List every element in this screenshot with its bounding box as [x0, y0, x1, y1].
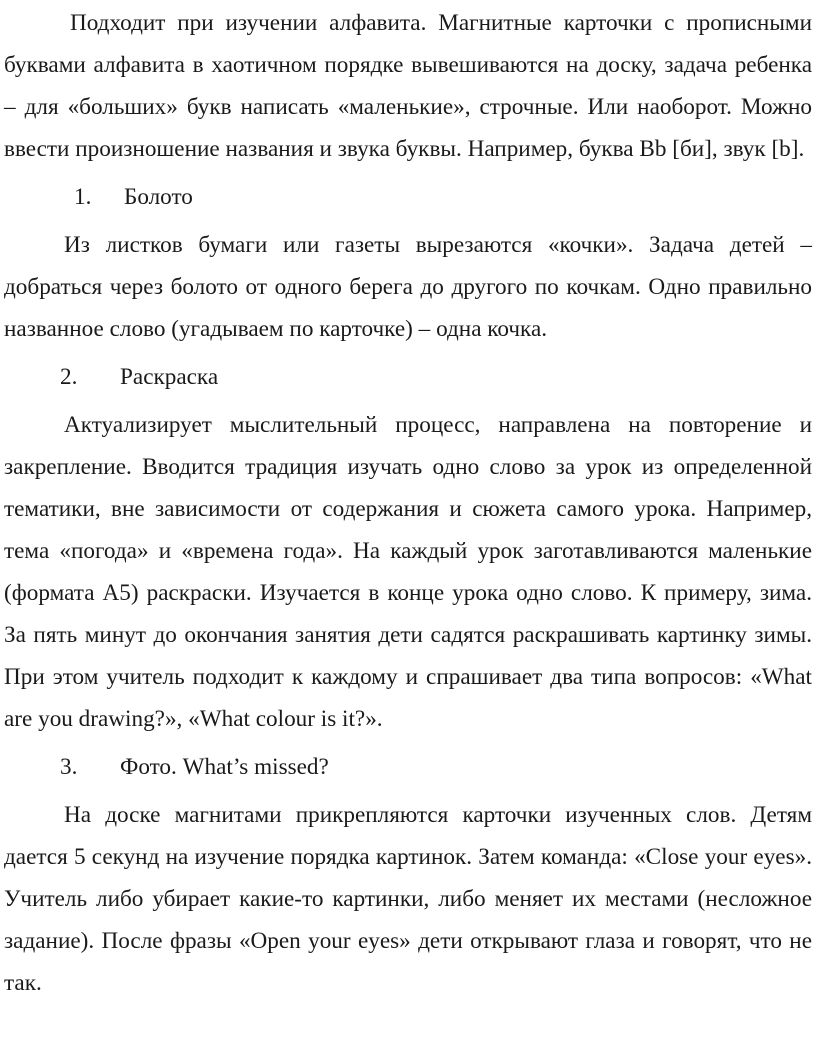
section-paragraph-2: Актуализирует мыслительный процесс, направлена на повторение и закрепление. Вводится традиция изучать одно слово за урок из определенной тематики, вне зависимости от содержания и сюжета самого урока. Например, тема «погода» и «времена года». На каждый урок заготавливаются маленькие (формата А5) раскраски. Изучается в конце урока одно слово. К примеру, зима. За пять минут до окончания занятия дети садятся раскрашивать картинку зимы. При этом учитель подходит к каждому и спрашивает два типа вопросов: «What are you drawing?», «What colour is it?». [4, 412, 812, 732]
section-heading-1 [4, 176, 812, 218]
section-paragraph-3: На доске магнитами прикрепляются карточки изученных слов. Детям дается 5 секунд на изучение порядка картинок. Затем команда: «Close your eyes». Учитель либо убирает какие-то картинки, либо меняет их местами (несложное задание). После фразы «Open your eyes» дети открывают глаза и говорят, что не так. [4, 802, 812, 996]
section-number: 1. [74, 184, 92, 210]
section-title: Болото [124, 184, 193, 210]
section-number: 2. [60, 364, 78, 390]
section-heading-2 [4, 356, 812, 398]
section-title: Раскраска [120, 364, 219, 390]
document-page [4, 2, 812, 1004]
section-paragraph-1: Из листков бумаги или газеты вырезаются «кочки». Задача детей – добраться через болото от одного берега до другого по кочкам. Одно правильно названное слово (угадываем по карточке) – одна кочка. [4, 232, 812, 342]
intro-paragraph: Подходит при изучении алфавита. Магнитные карточки с прописными буквами алфавита в хаотичном порядке вывешиваются на доску, задача ребенка – для «больших» букв написать «маленькие», строчные. Или наоборот. Можно ввести произношение названия и звука буквы. Например, буква Bb [би], звук [b]. [4, 10, 812, 162]
section-heading-3 [4, 746, 812, 788]
section-title: Фото. What’s missed? [120, 754, 329, 780]
section-number: 3. [60, 754, 78, 780]
